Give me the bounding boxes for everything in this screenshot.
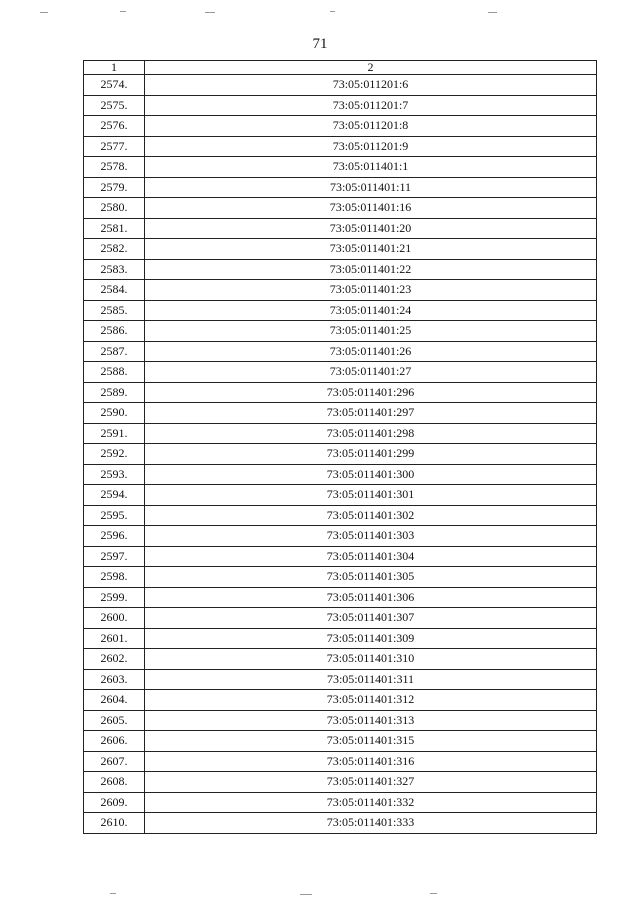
cadastral-number-cell: 73:05:011401:309 [145, 628, 597, 649]
cadastral-number-cell: 73:05:011401:24 [145, 300, 597, 321]
row-index-cell: 2606. [84, 731, 145, 752]
table-row [84, 567, 597, 588]
cadastral-number-cell: 73:05:011401:303 [145, 526, 597, 547]
cadastral-number-cell: 73:05:011401:297 [145, 403, 597, 424]
row-index-cell: 2577. [84, 136, 145, 157]
table-row [84, 95, 597, 116]
cadastral-number-cell: 73:05:011401:304 [145, 546, 597, 567]
row-index-cell: 2581. [84, 218, 145, 239]
cadastral-number-cell: 73:05:011401:22 [145, 259, 597, 280]
row-index-cell: 2605. [84, 710, 145, 731]
table-row [84, 382, 597, 403]
cadastral-number-cell: 73:05:011201:6 [145, 75, 597, 96]
table-row [84, 321, 597, 342]
cadastral-number-cell: 73:05:011401:327 [145, 772, 597, 793]
cadastral-number-cell: 73:05:011401:20 [145, 218, 597, 239]
table-row [84, 218, 597, 239]
table-row [84, 464, 597, 485]
cadastral-number-cell: 73:05:011401:25 [145, 321, 597, 342]
row-index-cell: 2610. [84, 813, 145, 834]
table-row [84, 669, 597, 690]
row-index-cell: 2590. [84, 403, 145, 424]
row-index-cell: 2594. [84, 485, 145, 506]
table-row [84, 341, 597, 362]
cadastral-number-cell: 73:05:011401:11 [145, 177, 597, 198]
cadastral-number-cell: 73:05:011401:311 [145, 669, 597, 690]
table-row [84, 403, 597, 424]
table-body [84, 75, 597, 834]
row-index-cell: 2586. [84, 321, 145, 342]
table-row [84, 792, 597, 813]
row-index-cell: 2574. [84, 75, 145, 96]
table-row [84, 587, 597, 608]
cadastral-number-table [83, 60, 597, 834]
cadastral-number-cell: 73:05:011401:305 [145, 567, 597, 588]
table-row [84, 751, 597, 772]
row-index-cell: 2576. [84, 116, 145, 137]
table-row [84, 259, 597, 280]
cadastral-number-cell: 73:05:011201:8 [145, 116, 597, 137]
table-row [84, 628, 597, 649]
table-row [84, 772, 597, 793]
table-row [84, 444, 597, 465]
row-index-cell: 2579. [84, 177, 145, 198]
table-row [84, 116, 597, 137]
table-row [84, 731, 597, 752]
row-index-cell: 2575. [84, 95, 145, 116]
row-index-cell: 2608. [84, 772, 145, 793]
table-row [84, 136, 597, 157]
table-header-row [84, 61, 597, 75]
row-index-cell: 2578. [84, 157, 145, 178]
table-row [84, 198, 597, 219]
row-index-cell: 2603. [84, 669, 145, 690]
row-index-cell: 2584. [84, 280, 145, 301]
cadastral-number-cell: 73:05:011401:23 [145, 280, 597, 301]
table-row [84, 710, 597, 731]
table-row [84, 239, 597, 260]
table-row [84, 300, 597, 321]
cadastral-number-cell: 73:05:011401:299 [145, 444, 597, 465]
cadastral-number-cell: 73:05:011401:1 [145, 157, 597, 178]
cadastral-number-cell: 73:05:011401:313 [145, 710, 597, 731]
cadastral-number-cell: 73:05:011401:16 [145, 198, 597, 219]
cadastral-number-cell: 73:05:011401:26 [145, 341, 597, 362]
row-index-cell: 2602. [84, 649, 145, 670]
cadastral-number-cell: 73:05:011401:301 [145, 485, 597, 506]
cadastral-number-cell: 73:05:011401:307 [145, 608, 597, 629]
row-index-cell: 2582. [84, 239, 145, 260]
row-index-cell: 2609. [84, 792, 145, 813]
column-header-index: 1 [84, 61, 145, 75]
table-row [84, 423, 597, 444]
table-row [84, 690, 597, 711]
row-index-cell: 2580. [84, 198, 145, 219]
cadastral-number-cell: 73:05:011401:316 [145, 751, 597, 772]
table-row [84, 505, 597, 526]
cadastral-number-cell: 73:05:011401:315 [145, 731, 597, 752]
row-index-cell: 2601. [84, 628, 145, 649]
table-row [84, 157, 597, 178]
cadastral-number-cell: 73:05:011401:312 [145, 690, 597, 711]
column-header-cadastral-number: 2 [145, 61, 597, 75]
page-number: 71 [312, 36, 328, 52]
cadastral-number-cell: 73:05:011401:306 [145, 587, 597, 608]
cadastral-number-cell: 73:05:011401:332 [145, 792, 597, 813]
table-row [84, 362, 597, 383]
table-row [84, 280, 597, 301]
cadastral-number-cell: 73:05:011401:296 [145, 382, 597, 403]
row-index-cell: 2596. [84, 526, 145, 547]
row-index-cell: 2595. [84, 505, 145, 526]
row-index-cell: 2588. [84, 362, 145, 383]
cadastral-number-cell: 73:05:011401:310 [145, 649, 597, 670]
row-index-cell: 2587. [84, 341, 145, 362]
table-row [84, 177, 597, 198]
row-index-cell: 2599. [84, 587, 145, 608]
table-row [84, 813, 597, 834]
cadastral-number-cell: 73:05:011401:333 [145, 813, 597, 834]
cadastral-number-cell: 73:05:011401:27 [145, 362, 597, 383]
cadastral-number-cell: 73:05:011401:298 [145, 423, 597, 444]
row-index-cell: 2592. [84, 444, 145, 465]
row-index-cell: 2607. [84, 751, 145, 772]
row-index-cell: 2597. [84, 546, 145, 567]
row-index-cell: 2585. [84, 300, 145, 321]
table-row [84, 75, 597, 96]
row-index-cell: 2598. [84, 567, 145, 588]
cadastral-number-cell: 73:05:011401:302 [145, 505, 597, 526]
table-row [84, 649, 597, 670]
row-index-cell: 2604. [84, 690, 145, 711]
row-index-cell: 2583. [84, 259, 145, 280]
table-row [84, 546, 597, 567]
cadastral-number-cell: 73:05:011201:9 [145, 136, 597, 157]
cadastral-number-cell: 73:05:011401:21 [145, 239, 597, 260]
row-index-cell: 2591. [84, 423, 145, 444]
table-row [84, 485, 597, 506]
row-index-cell: 2589. [84, 382, 145, 403]
table-row [84, 608, 597, 629]
table-row [84, 526, 597, 547]
cadastral-number-cell: 73:05:011201:7 [145, 95, 597, 116]
row-index-cell: 2600. [84, 608, 145, 629]
row-index-cell: 2593. [84, 464, 145, 485]
cadastral-number-cell: 73:05:011401:300 [145, 464, 597, 485]
